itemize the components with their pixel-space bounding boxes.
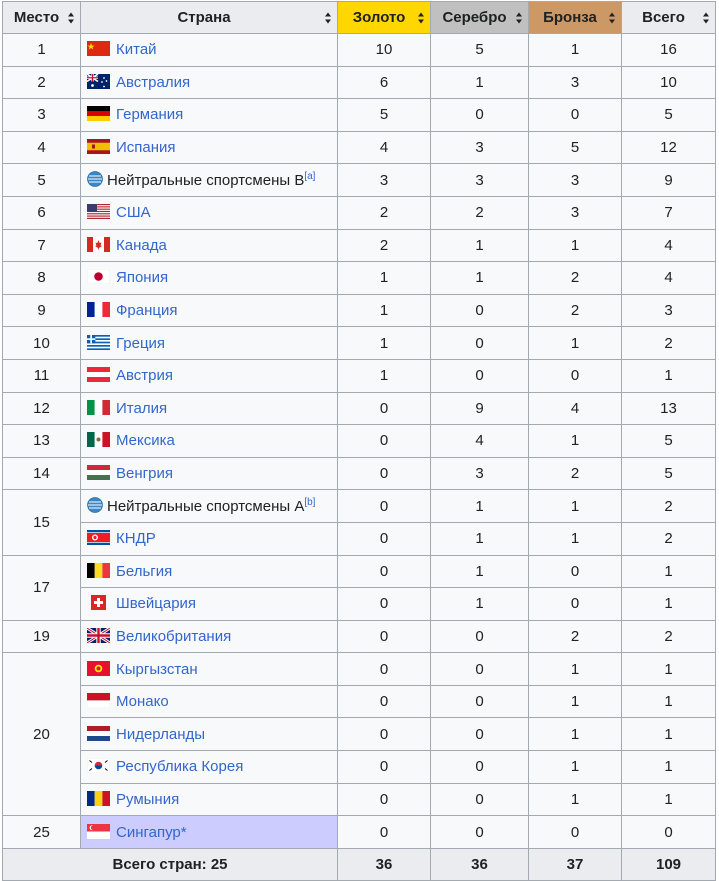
bronze-cell: 2 <box>529 294 622 327</box>
flag-netherlands-icon <box>87 726 110 741</box>
silver-cell: 0 <box>431 99 529 132</box>
total-cell: 3 <box>622 294 716 327</box>
total-cell: 13 <box>622 392 716 425</box>
flag-italy-icon <box>87 400 110 415</box>
table-row <box>3 620 716 653</box>
country-link[interactable]: Канада <box>116 236 167 254</box>
column-header-rank[interactable] <box>3 2 81 34</box>
bronze-cell: 2 <box>529 457 622 490</box>
flag-germany-icon <box>87 106 110 121</box>
country-link[interactable]: Швейцария <box>116 595 197 613</box>
silver-cell: 1 <box>431 66 529 99</box>
table-row <box>3 425 716 458</box>
country-link[interactable]: Великобритания <box>116 627 232 645</box>
table-row <box>3 816 716 849</box>
bronze-cell: 1 <box>529 490 622 523</box>
bronze-cell: 1 <box>529 653 622 686</box>
silver-cell: 0 <box>431 620 529 653</box>
country-link[interactable]: Австрия <box>116 367 174 385</box>
table-row <box>3 196 716 229</box>
flag-mexico-icon <box>87 432 110 447</box>
country-cell <box>81 783 338 816</box>
gold-cell: 1 <box>338 327 431 360</box>
silver-cell: 0 <box>431 751 529 784</box>
table-row <box>3 66 716 99</box>
bronze-cell: 0 <box>529 555 622 588</box>
total-cell: 16 <box>622 34 716 67</box>
country-link[interactable]: Сингапур* <box>116 823 187 841</box>
country-link[interactable]: Австралия <box>116 73 191 91</box>
bronze-cell: 0 <box>529 588 622 621</box>
sort-arrows-icon[interactable] <box>418 12 425 23</box>
total-cell: 12 <box>622 131 716 164</box>
table-row <box>3 99 716 132</box>
country-link[interactable]: Бельгия <box>116 562 173 580</box>
silver-cell: 0 <box>431 718 529 751</box>
table-row <box>3 34 716 67</box>
rank-cell: 2 <box>3 66 81 99</box>
gold-cell: 0 <box>338 490 431 523</box>
table-row <box>3 522 716 555</box>
flag-greece-icon <box>87 335 110 350</box>
silver-cell: 0 <box>431 294 529 327</box>
country-cell <box>81 425 338 458</box>
flag-romania-icon <box>87 791 110 806</box>
gold-cell: 0 <box>338 685 431 718</box>
total-cell: 1 <box>622 653 716 686</box>
gold-cell: 0 <box>338 555 431 588</box>
flag-australia-icon <box>87 74 110 89</box>
bronze-cell: 1 <box>529 34 622 67</box>
total-cell: 1 <box>622 685 716 718</box>
flag-spain-icon <box>87 139 110 154</box>
silver-cell: 1 <box>431 555 529 588</box>
country-cell <box>81 294 338 327</box>
rank-cell: 6 <box>3 196 81 229</box>
total-cell: 1 <box>622 588 716 621</box>
total-cell: 7 <box>622 196 716 229</box>
total-cell: 5 <box>622 457 716 490</box>
silver-cell: 3 <box>431 131 529 164</box>
table-row <box>3 131 716 164</box>
silver-cell: 1 <box>431 522 529 555</box>
country-cell <box>81 359 338 392</box>
country-cell <box>81 457 338 490</box>
bronze-cell: 5 <box>529 131 622 164</box>
table-row <box>3 653 716 686</box>
country-cell <box>81 229 338 262</box>
country-cell <box>81 816 338 849</box>
sort-arrows-icon[interactable] <box>325 12 332 23</box>
silver-cell: 0 <box>431 327 529 360</box>
total-cell: 0 <box>622 816 716 849</box>
total-cell: 1 <box>622 751 716 784</box>
country-cell <box>81 555 338 588</box>
bronze-cell: 3 <box>529 164 622 197</box>
country-cell <box>81 490 338 523</box>
country-cell <box>81 131 338 164</box>
flag-uk-icon <box>87 628 110 643</box>
country-cell <box>81 262 338 295</box>
bronze-cell: 0 <box>529 816 622 849</box>
silver-cell: 1 <box>431 588 529 621</box>
column-header-silver-label: Серебро <box>442 9 507 26</box>
gold-cell: 0 <box>338 588 431 621</box>
flag-hungary-icon <box>87 465 110 480</box>
total-cell: 2 <box>622 620 716 653</box>
gold-cell: 0 <box>338 522 431 555</box>
country-cell <box>81 751 338 784</box>
column-header-country-label: Страна <box>177 9 231 26</box>
rank-cell: 20 <box>3 653 81 816</box>
bronze-cell: 1 <box>529 751 622 784</box>
column-header-total[interactable] <box>622 2 716 34</box>
bronze-cell: 1 <box>529 522 622 555</box>
gold-cell: 0 <box>338 751 431 784</box>
bronze-cell: 1 <box>529 685 622 718</box>
gold-cell: 0 <box>338 425 431 458</box>
gold-cell: 5 <box>338 99 431 132</box>
flag-austria-icon <box>87 367 110 382</box>
rank-cell: 8 <box>3 262 81 295</box>
bronze-cell: 0 <box>529 99 622 132</box>
country-link[interactable]: Китай <box>116 41 157 59</box>
gold-cell: 0 <box>338 620 431 653</box>
country-link[interactable]: Монако <box>116 693 169 711</box>
country-link[interactable]: КНДР <box>116 530 156 548</box>
country-link[interactable]: Румыния <box>116 790 180 808</box>
column-header-total-label: Всего <box>642 9 685 26</box>
flag-monaco-icon <box>87 693 110 708</box>
rank-cell: 11 <box>3 359 81 392</box>
column-header-silver[interactable] <box>431 2 529 34</box>
sort-arrows-icon[interactable] <box>703 12 710 23</box>
column-header-country[interactable] <box>81 2 338 34</box>
silver-cell: 1 <box>431 490 529 523</box>
footnote-link[interactable]: [b] <box>304 497 316 509</box>
country-cell <box>81 196 338 229</box>
country-cell <box>81 99 338 132</box>
column-header-gold[interactable] <box>338 2 431 34</box>
totals-label: Всего стран: 25 <box>3 848 338 880</box>
silver-cell: 0 <box>431 685 529 718</box>
silver-cell: 9 <box>431 392 529 425</box>
country-cell <box>81 392 338 425</box>
country-link[interactable]: Япония <box>116 269 169 287</box>
rank-cell: 12 <box>3 392 81 425</box>
total-cell: 4 <box>622 262 716 295</box>
gold-cell: 3 <box>338 164 431 197</box>
table-row <box>3 685 716 718</box>
total-cell: 1 <box>622 783 716 816</box>
country-link[interactable]: Испания <box>116 139 176 157</box>
bronze-cell: 1 <box>529 783 622 816</box>
country-link[interactable]: Италия <box>116 399 168 417</box>
medal-table-body <box>3 34 716 849</box>
flag-switzerland-icon <box>87 595 110 610</box>
country-cell <box>81 66 338 99</box>
neutral-athletes-icon <box>87 497 103 513</box>
rank-cell: 1 <box>3 34 81 67</box>
gold-cell: 0 <box>338 392 431 425</box>
rank-cell: 5 <box>3 164 81 197</box>
table-row <box>3 262 716 295</box>
silver-cell: 3 <box>431 457 529 490</box>
rank-cell: 15 <box>3 490 81 555</box>
gold-cell: 0 <box>338 457 431 490</box>
flag-kyrgyzstan-icon <box>87 661 110 676</box>
header-row <box>3 2 716 34</box>
table-row <box>3 392 716 425</box>
neutral-athletes-icon <box>87 171 103 187</box>
column-header-bronze[interactable] <box>529 2 622 34</box>
country-link[interactable]: Греция <box>116 334 166 352</box>
country-link[interactable]: Германия <box>116 106 184 124</box>
country-cell <box>81 164 338 197</box>
flag-france-icon <box>87 302 110 317</box>
totals-bronze: 37 <box>529 848 622 880</box>
silver-cell: 3 <box>431 164 529 197</box>
bronze-cell: 1 <box>529 229 622 262</box>
silver-cell: 4 <box>431 425 529 458</box>
total-cell: 2 <box>622 490 716 523</box>
totals-silver: 36 <box>431 848 529 880</box>
rank-cell: 14 <box>3 457 81 490</box>
table-row <box>3 490 716 523</box>
totals-row <box>3 848 716 880</box>
footnote-link[interactable]: [a] <box>304 171 316 183</box>
table-row <box>3 588 716 621</box>
bronze-cell: 1 <box>529 425 622 458</box>
country-name: Нейтральные спортсмены B <box>107 172 305 190</box>
country-link[interactable]: Кыргызстан <box>116 660 198 678</box>
rank-cell: 19 <box>3 620 81 653</box>
bronze-cell: 3 <box>529 196 622 229</box>
country-cell <box>81 620 338 653</box>
totals-gold: 36 <box>338 848 431 880</box>
country-link[interactable]: Франция <box>116 302 178 320</box>
country-cell <box>81 34 338 67</box>
sort-arrows-icon[interactable] <box>68 12 75 23</box>
gold-cell: 6 <box>338 66 431 99</box>
gold-cell: 2 <box>338 229 431 262</box>
silver-cell: 1 <box>431 262 529 295</box>
country-cell <box>81 327 338 360</box>
silver-cell: 0 <box>431 653 529 686</box>
country-link[interactable]: Венгрия <box>116 465 173 483</box>
table-row <box>3 555 716 588</box>
medal-table <box>2 1 716 881</box>
table-row <box>3 457 716 490</box>
bronze-cell: 2 <box>529 262 622 295</box>
silver-cell: 0 <box>431 359 529 392</box>
total-cell: 1 <box>622 555 716 588</box>
country-cell <box>81 685 338 718</box>
total-cell: 2 <box>622 522 716 555</box>
bronze-cell: 1 <box>529 327 622 360</box>
total-cell: 5 <box>622 99 716 132</box>
gold-cell: 0 <box>338 783 431 816</box>
gold-cell: 1 <box>338 262 431 295</box>
rank-cell: 4 <box>3 131 81 164</box>
silver-cell: 0 <box>431 783 529 816</box>
country-link[interactable]: Республика Корея <box>116 758 244 776</box>
gold-cell: 0 <box>338 653 431 686</box>
rank-cell: 13 <box>3 425 81 458</box>
table-row <box>3 229 716 262</box>
total-cell: 4 <box>622 229 716 262</box>
rank-cell: 10 <box>3 327 81 360</box>
bronze-cell: 3 <box>529 66 622 99</box>
rank-cell: 17 <box>3 555 81 620</box>
column-header-bronze-label: Бронза <box>543 9 597 26</box>
flag-singapore-icon <box>87 824 110 839</box>
gold-cell: 0 <box>338 718 431 751</box>
table-row <box>3 327 716 360</box>
table-row <box>3 294 716 327</box>
sort-arrows-icon[interactable] <box>516 12 523 23</box>
total-cell: 2 <box>622 327 716 360</box>
total-cell: 10 <box>622 66 716 99</box>
total-cell: 1 <box>622 359 716 392</box>
table-row <box>3 718 716 751</box>
table-row <box>3 751 716 784</box>
bronze-cell: 2 <box>529 620 622 653</box>
column-header-rank-label: Место <box>13 9 60 26</box>
bronze-cell: 0 <box>529 359 622 392</box>
country-link[interactable]: Мексика <box>116 432 175 450</box>
country-cell <box>81 653 338 686</box>
country-cell <box>81 588 338 621</box>
gold-cell: 10 <box>338 34 431 67</box>
flag-china-icon <box>87 41 110 56</box>
country-cell <box>81 522 338 555</box>
flag-usa-icon <box>87 204 110 219</box>
gold-cell: 4 <box>338 131 431 164</box>
silver-cell: 0 <box>431 816 529 849</box>
bronze-cell: 4 <box>529 392 622 425</box>
country-cell <box>81 718 338 751</box>
flag-south-korea-icon <box>87 758 110 773</box>
rank-cell: 7 <box>3 229 81 262</box>
silver-cell: 5 <box>431 34 529 67</box>
flag-belgium-icon <box>87 563 110 578</box>
sort-arrows-icon[interactable] <box>609 12 616 23</box>
total-cell: 1 <box>622 718 716 751</box>
gold-cell: 1 <box>338 294 431 327</box>
country-link[interactable]: США <box>116 204 151 222</box>
flag-canada-icon <box>87 237 110 252</box>
country-link[interactable]: Нидерланды <box>116 725 206 743</box>
flag-japan-icon <box>87 269 110 284</box>
gold-cell: 1 <box>338 359 431 392</box>
table-row <box>3 359 716 392</box>
totals-total: 109 <box>622 848 716 880</box>
silver-cell: 1 <box>431 229 529 262</box>
table-row <box>3 164 716 197</box>
rank-cell: 25 <box>3 816 81 849</box>
country-name: Нейтральные спортсмены A <box>107 498 305 516</box>
table-row <box>3 783 716 816</box>
gold-cell: 0 <box>338 816 431 849</box>
rank-cell: 9 <box>3 294 81 327</box>
total-cell: 9 <box>622 164 716 197</box>
silver-cell: 2 <box>431 196 529 229</box>
gold-cell: 2 <box>338 196 431 229</box>
flag-north-korea-icon <box>87 530 110 545</box>
column-header-gold-label: Золото <box>352 9 406 26</box>
rank-cell: 3 <box>3 99 81 132</box>
bronze-cell: 1 <box>529 718 622 751</box>
total-cell: 5 <box>622 425 716 458</box>
